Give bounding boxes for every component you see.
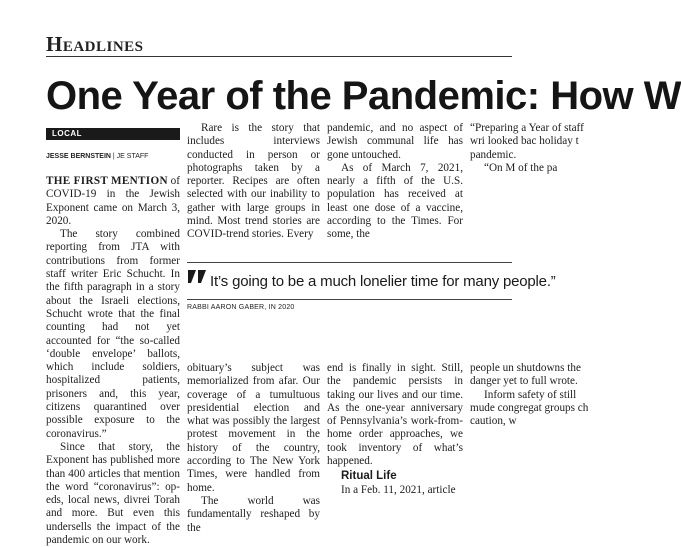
- body-paragraph: people un shutdowns the danger yet to full wrote.: [470, 362, 581, 388]
- body-paragraph: Since that story, the Exponent has published more than 400 articles that mention the word “coronavirus”: op-eds, local news, divrei Torah and more. But even this undersells the impact of the pandemic on our work.: [46, 440, 180, 547]
- body-paragraph: Inform safety of still mude congregat groups ch caution, w: [470, 388, 589, 428]
- pull-quote-text: It’s going to be a much lonelier time for many people.”: [210, 273, 556, 290]
- pull-quote-rule-top: [187, 262, 512, 263]
- article-column-4-bottom: [470, 362, 590, 507]
- body-paragraph: end is finally in sight. Still, the pandemic persists in taking our lives and our time. As the one-year anniversary of Pennsylvania’s work-from-home order approaches, we took inventory of what’s happened.: [327, 362, 463, 468]
- subhead: Ritual Life: [341, 470, 397, 483]
- body-paragraph: The story combined reporting from JTA with contributions from former staff writer Eric Schucht. In the fifth paragraph in a story about the Israeli elections, Schucht wrote that the final counting had not yet accounted for “the so-called ‘double envelope’ ballots, which include soldiers, hospitalized patients, prisoners and, this year, citizens quarantined over possible exposure to the coronavirus.”: [46, 228, 180, 440]
- article-headline: One Year of the Pandemic: How W: [46, 74, 681, 118]
- pull-quote-attribution: RABBI AARON GABER, IN 2020: [187, 304, 295, 311]
- body-paragraph: “On M of the pa: [484, 161, 558, 174]
- body-paragraph: In a Feb. 11, 2021, article: [341, 484, 456, 497]
- pull-quote-rule-bottom: [187, 299, 512, 300]
- body-paragraph: pandemic, and no aspect of Jewish communal life has gone untouched.: [327, 122, 463, 161]
- byline-role: | JE STAFF: [110, 153, 149, 160]
- lead-text: of COVID-19 in the Jewish Exponent came on March 3, 2020.: [46, 175, 180, 227]
- article-column-4-top: [470, 122, 590, 232]
- category-label: LOCAL: [52, 129, 83, 138]
- body-paragraph: “Preparing a Year of staff wri looked bac holiday t pandemic.: [470, 122, 584, 161]
- quote-mark-icon: [188, 269, 208, 287]
- body-paragraph: obituary’s subject was memorialized from afar. Our coverage of a tumultuous presidential election and what was possibly the largest protest movement in the history of the country, according to The New York Times, were handled from home.: [187, 362, 320, 494]
- body-paragraph: Rare is the story that includes interviews conducted in person or photographs taken by a reporter. Recipes are often selected with our inability to gather with large groups in mind. Most trend stories are COVID-trend stories. Every: [187, 122, 320, 241]
- lead-in: THE FIRST MENTION: [46, 175, 168, 187]
- byline: [46, 153, 148, 160]
- article-column-2-bottom: [187, 362, 320, 534]
- article-column-3-bottom: [327, 362, 463, 507]
- section-rule: [46, 56, 512, 57]
- body-paragraph: As of March 7, 2021, nearly a fifth of the U.S. population has received at least one dose of a vaccine, according to the Times. For some, the: [327, 161, 463, 241]
- body-paragraph: The world was fundamentally reshaped by the: [187, 494, 320, 534]
- article-column-3-top: [327, 122, 463, 241]
- lead-paragraph: [46, 175, 180, 228]
- section-heading: Headlines: [46, 32, 144, 56]
- article-column-1: [46, 175, 180, 547]
- byline-name: JESSE BERNSTEIN: [46, 153, 111, 160]
- article-column-2-top: [187, 122, 320, 241]
